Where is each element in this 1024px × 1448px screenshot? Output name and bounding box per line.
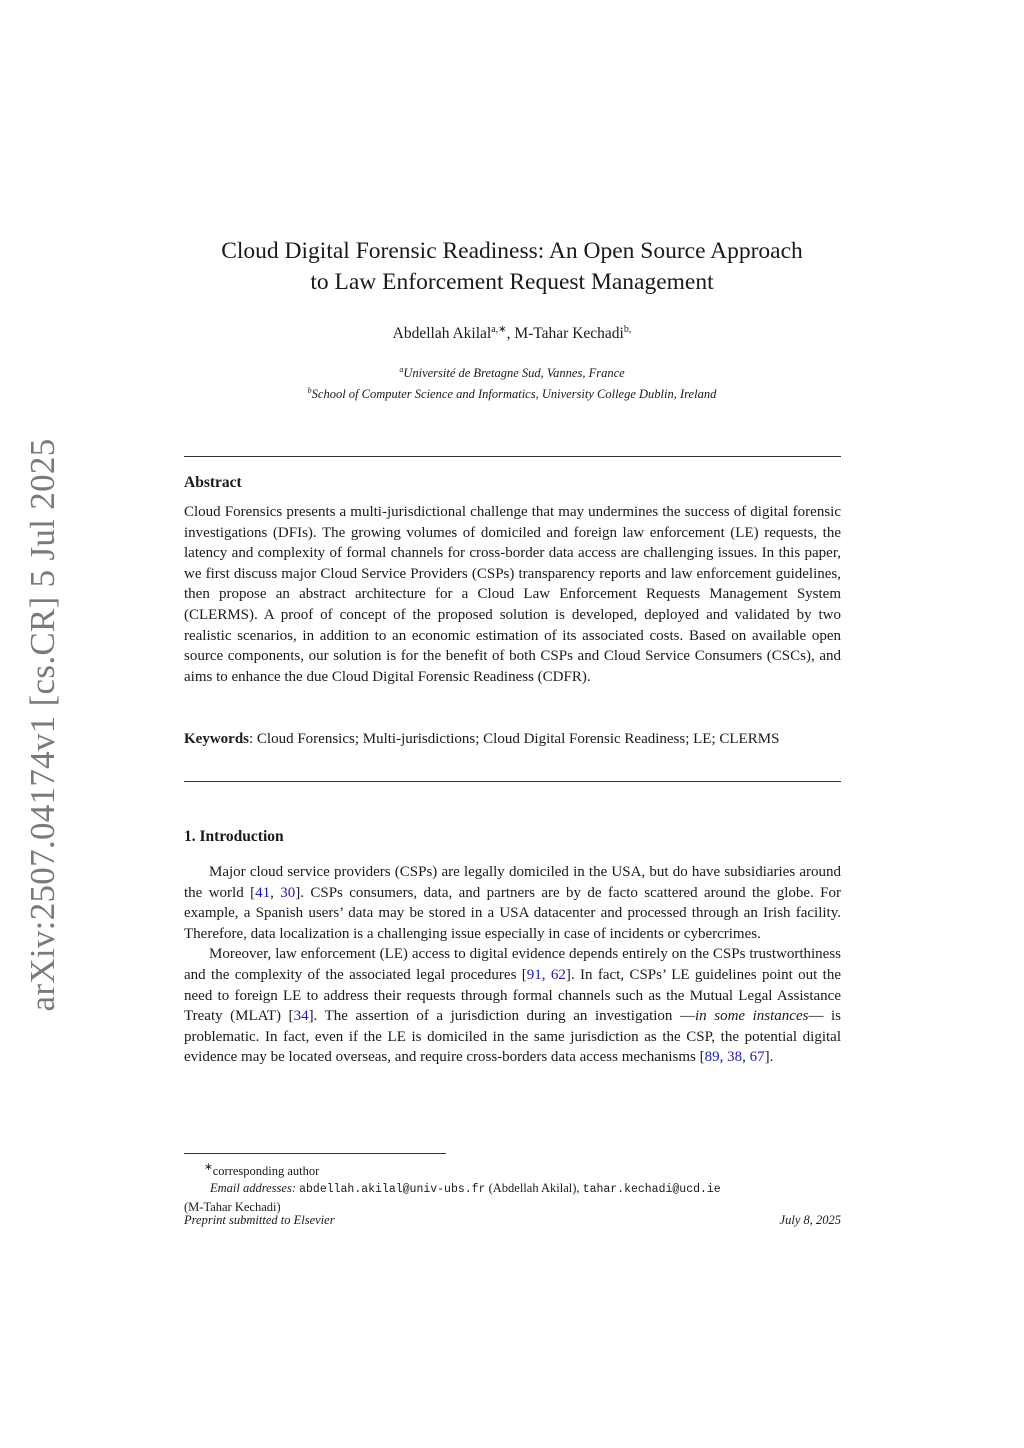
introduction-body: [184, 862, 841, 1068]
section-heading-introduction: 1. Introduction: [184, 828, 284, 845]
author-name-note: (M-Tahar Kechadi): [184, 1199, 281, 1214]
abstract-bottom-rule: [184, 781, 841, 782]
paper-title: [150, 236, 874, 298]
paragraph: Moreover, law enforcement (LE) access to digital evidence depends entirely on the CSPs trustworthiness and the complexity of the associated legal procedures [91, 62]. In fact, CSPs’ LE guidelines point out the need to foreign LE to address their requests through formal channels such as the Mutual Legal Assistance Treaty (MLAT) [34]. The assertion of a jurisdiction during an investigation —in some instances— is problematic. In fact, even if the LE is domiciled in the same jurisdiction as the CSP, the potential digital evidence may be located overseas, and require cross-borders data access mechanisms [89, 38, 67].: [184, 946, 842, 1066]
email-addresses: Email addresses: abdellah.akilal@univ-ubs.fr (Abdellah Akilal), tahar.kechadi@ucd.ie: [210, 1181, 721, 1197]
title-line-1: Cloud Digital Forensic Readiness: An Open Source Approach: [221, 238, 803, 264]
abstract-text: Cloud Forensics presents a multi-jurisdictional challenge that may undermines the success of digital forensic investigations (DFIs). The growing volumes of domiciled and foreign law enforcement (LE) requests, the latency and complexity of formal channels for cross-border data access are challenging issues. In this paper, we first discuss major Cloud Service Providers (CSPs) transparency reports and law enforcement guidelines, then propose an abstract architecture for a Cloud Law Enforcement Requests Management System (CLERMS). A proof of concept of the proposed solution is developed, deployed and validated by two realistic scenarios, in addition to an economic estimation of its associated costs. Based on available open source components, our solution is for the benefit of both CSPs and Cloud Service Consumers (CSCs), and aims to enhance the due Cloud Digital Forensic Readiness (CDFR).: [184, 504, 841, 685]
author-list: [150, 324, 874, 343]
arxiv-stamp[interactable]: arXiv:2507.04174v1 [cs.CR] 5 Jul 2025: [23, 438, 62, 1012]
preprint-note: Preprint submitted to Elsevier: [184, 1213, 335, 1227]
title-line-2: to Law Enforcement Request Management: [310, 269, 714, 295]
citation-link[interactable]: 41: [255, 884, 271, 901]
citation-link[interactable]: 67: [749, 1049, 765, 1066]
footnote-rule: [184, 1153, 446, 1154]
email-label: Email addresses:: [210, 1181, 296, 1196]
citation-link[interactable]: 34: [293, 1008, 309, 1025]
author-marks: a,∗: [491, 324, 507, 335]
email-link[interactable]: abdellah.akilal@univ-ubs.fr: [299, 1183, 486, 1197]
citation-link[interactable]: 38: [727, 1049, 743, 1066]
footer-date: July 8, 2025: [779, 1213, 841, 1227]
affiliation-b: $^b$School of Computer Science and Informatics, University College Dublin, Ireland: [307, 386, 717, 402]
abstract-top-rule: [184, 456, 841, 457]
corresponding-author-note: ∗corresponding author: [204, 1162, 320, 1179]
affiliation-a: $^a$Université de Bretagne Sud, Vannes, France: [399, 365, 625, 381]
citation-link[interactable]: 91: [526, 966, 542, 983]
affiliations: [150, 361, 874, 403]
citation-link[interactable]: 30: [280, 884, 296, 901]
keywords-label: Keywords: [184, 731, 249, 747]
keywords-text: : Cloud Forensics; Multi-jurisdictions; Cloud Digital Forensic Readiness; LE; CLERMS: [249, 731, 780, 747]
email-link[interactable]: tahar.kechadi@ucd.ie: [582, 1183, 721, 1197]
author-name: M-Tahar Kechadi: [514, 325, 624, 343]
keywords: [184, 729, 841, 750]
footnote: [184, 1159, 841, 1216]
citation-link[interactable]: 62: [550, 966, 566, 983]
citation-link[interactable]: 89: [704, 1049, 720, 1066]
author-marks: b,: [623, 324, 632, 335]
author-separator: ,: [506, 325, 515, 343]
abstract-heading: Abstract: [184, 474, 242, 491]
author-name: Abdellah Akilal: [392, 325, 492, 343]
paragraph: Major cloud service providers (CSPs) are legally domiciled in the USA, but do have subsidiaries around the world [41, 30]. CSPs consumers, data, and partners are by de facto scattered around the globe. For example, a Spanish users’ data may be stored in a USA datacenter and processed through an Irish facility. Therefore, data localization is a challenging issue especially in case of incidents or cybercrimes.: [184, 864, 842, 942]
